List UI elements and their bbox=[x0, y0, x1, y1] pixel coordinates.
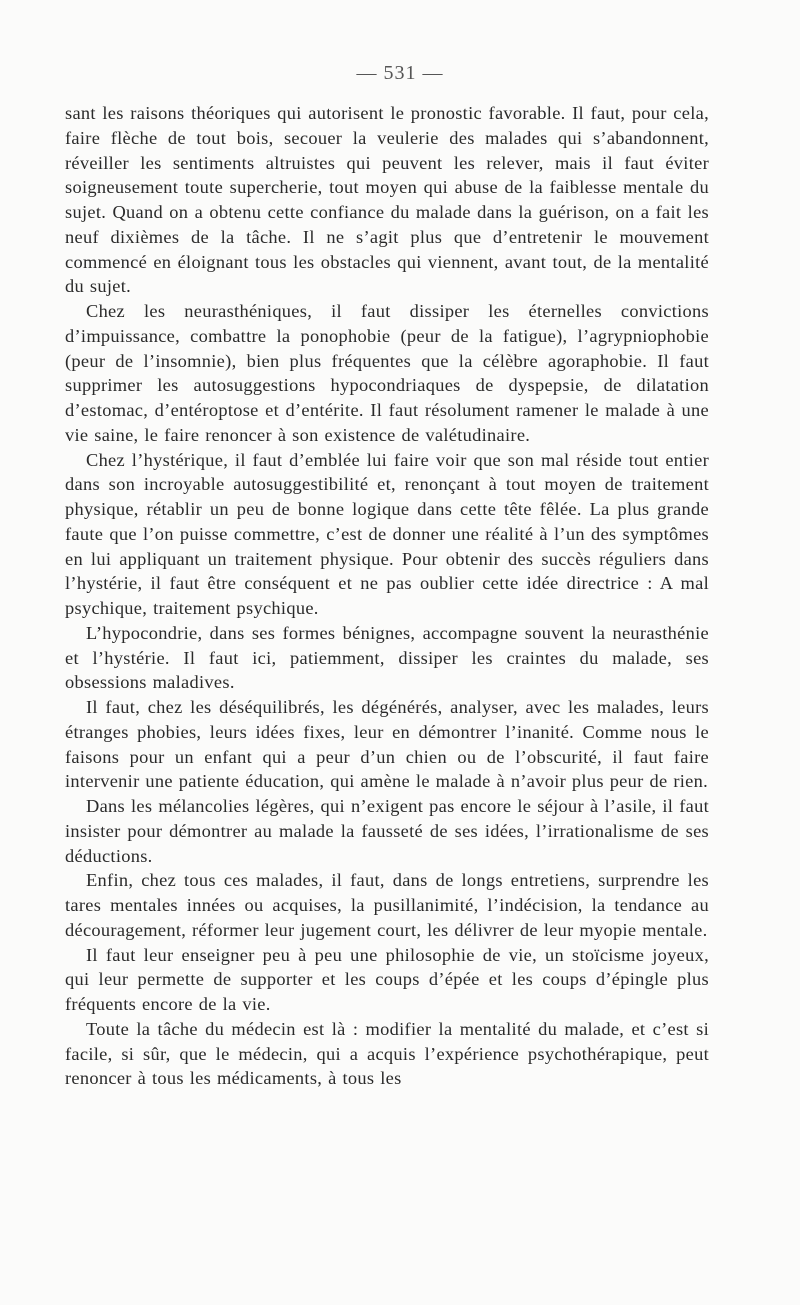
paragraph-4: L’hypocondrie, dans ses formes bénignes, accompagne souvent la neurasthénie et l’hystérie. Il faut ici, patiemment, dissiper les craintes du malade, ses obsessions maladives. bbox=[65, 622, 709, 693]
body-text bbox=[65, 101, 709, 1091]
paragraph-3: Chez l’hystérique, il faut d’emblée lui faire voir que son mal réside tout entier dans son incroyable autosuggestibilité et, renonçant à tout moyen de traitement physique, rétablir un peu de bonne logique dans cette tête fêlée. La plus grande faute que l’on puisse commettre, c’est de donner une réalité à l’un des symptômes en lui appliquant un traitement physique. Pour obtenir des succès réguliers dans l’hystérie, il faut être conséquent et ne pas oublier cette idée directrice : A mal psychique, traitement psychique. bbox=[65, 449, 709, 618]
page-number: — 531 — bbox=[356, 62, 444, 84]
paragraph-2: Chez les neurasthéniques, il faut dissiper les éternelles convictions d’impuissance, combattre la ponophobie (peur de la fatigue), l’agrypniophobie (peur de l’insomnie), bien plus fréquentes que la célèbre agoraphobie. Il faut supprimer les autosuggestions hypocondriaques de dyspepsie, de dilatation d’estomac, d’entéroptose et d’entérite. Il faut résolument ramener le malade à une vie saine, le faire renoncer à son existence de valétudinaire. bbox=[65, 301, 709, 445]
paragraph-7: Enfin, chez tous ces malades, il faut, dans de longs entretiens, surprendre les tares mentales innées ou acquises, la pusillanimité, l’indécision, la tendance au découragement, réformer leur jugement court, les délivrer de leur myopie mentale. bbox=[65, 870, 709, 940]
paragraph-1: sant les raisons théoriques qui autorisent le pronostic favorable. Il faut, pour cela, faire flèche de tout bois, secouer la veulerie des malades qui s’abandonnent, réveiller les sentiments altruistes qui peuvent les relever, mais il faut éviter soigneusement toute supercherie, tout moyen qui abuse de la faiblesse mentale du sujet. Quand on a obtenu cette confiance du malade dans la guérison, on a fait les neuf dixièmes de la tâche. Il ne s’agit plus que d’entretenir le mouvement commencé en éloignant tous les obstacles qui viennent, avant tout, de la mentalité du sujet. bbox=[65, 103, 709, 297]
paragraph-6: Dans les mélancolies légères, qui n’exigent pas encore le séjour à l’asile, il faut insister pour démontrer au malade la fausseté de ses idées, l’irrationalisme de ses déductions. bbox=[65, 796, 709, 866]
paragraph-5: Il faut, chez les déséquilibrés, les dégénérés, analyser, avec les malades, leurs étranges phobies, leurs idées fixes, leur en démontrer l’inanité. Comme nous le faisons pour un enfant qui a peur d’un chien ou de l’obscurité, il faut faire intervenir une patiente éducation, qui amène le malade à n’avoir plus peur de rien. bbox=[65, 697, 709, 792]
paragraph-8: Il faut leur enseigner peu à peu une philosophie de vie, un stoïcisme joyeux, qui leur permette de supporter et les coups d’épée et les coups d’épingle plus fréquents encore de la vie. bbox=[65, 944, 709, 1014]
paragraph-9: Toute la tâche du médecin est là : modifier la mentalité du malade, et c’est si facile, si sûr, que le médecin, qui a acquis l’expérience psychothérapique, peut renoncer à tous les médicaments, à tous les bbox=[65, 1018, 709, 1089]
